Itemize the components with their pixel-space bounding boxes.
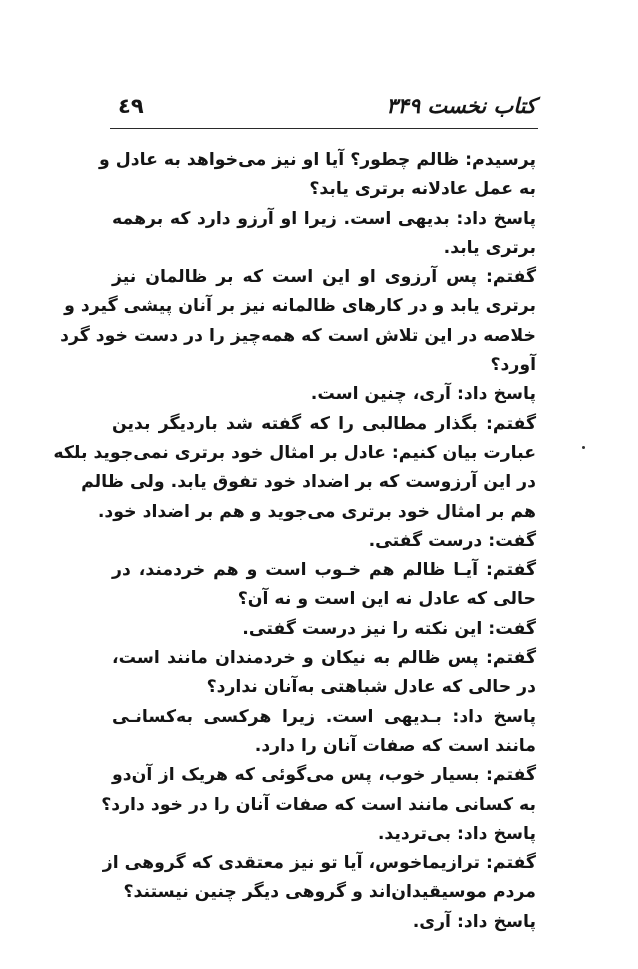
header-rule <box>110 128 538 129</box>
text-line: پاسخ داد: آری. <box>412 911 536 932</box>
text-line: گفتم: بسیار خوب، پس می‌گوئی که هریک از آن‌دو <box>112 765 536 786</box>
text-line: برتری یابد. <box>443 237 536 258</box>
text-line: گفت: این نکته را نیز درست گفتی. <box>242 618 536 639</box>
text-line: پاسخ داد: بـدیهی است. زیرا هرکسی به‌کسانـی <box>112 706 536 727</box>
text-line: خلاصه در این تلاش است که همه‌چیز را در دست خود گرد <box>60 325 536 346</box>
text-line: پاسخ داد: بدیهی است. زیرا او آرزو دارد که برهمه <box>112 208 536 229</box>
text-line: پاسخ داد: آری، چنین است. <box>310 384 536 405</box>
text-line: برتری یابد و در کارهای ظالمانه نیز بر آنان پیشی گیرد و <box>64 296 536 317</box>
text-line: به عمل عادلانه برتری یابد؟ <box>309 179 536 200</box>
text-line: گفت: درست گفتی. <box>368 530 536 551</box>
running-title: کتاب نخست ۳۴۹ <box>386 94 536 118</box>
text-line: مردم موسیقیدان‌اند و گروهی دیگر چنین نیستند؟ <box>123 882 536 903</box>
text-line: گفتم: آیـا ظالم هم خـوب است و هم خردمند، در <box>112 560 536 581</box>
text-line: عبارت بیان کنیم: عادل بر امثال خود برتری نمی‌جوید بلکه <box>53 442 536 463</box>
body-text <box>53 146 536 937</box>
text-line: حالی که عادل نه این است و نه آن؟ <box>237 589 536 610</box>
text-line: آورد؟ <box>490 355 536 376</box>
text-line: گفتم: پس ظالم به نیکان و خردمندان مانند است، <box>112 648 536 669</box>
text-line: مانند است که صفات آنان را دارد. <box>254 735 536 756</box>
text-line: گفتم: بگذار مطالبی را که گفته شد باردیگر بدین <box>112 413 536 434</box>
text-line: پاسخ داد: بی‌تردید. <box>377 823 536 844</box>
text-line: گفتم: پس آرزوی او این است که بر ظالمان نیز <box>112 267 536 288</box>
page-number: ٤٩ <box>118 94 144 118</box>
margin-mark <box>582 446 585 449</box>
text-line: هم بر امثال خود برتری می‌جوید و هم بر اضداد خود. <box>97 501 536 522</box>
text-line: به کسانی مانند است که صفات آنان را در خود دارد؟ <box>101 794 536 815</box>
text-line: پرسیدم: ظالم چطور؟ آیا او نیز می‌خواهد به عادل و <box>99 150 536 170</box>
text-line: در این آرزوست که بر اضداد خود تفوق یابد. ولی ظالم <box>81 472 536 493</box>
text-line: گفتم: ترازیماخوس، آیا تو نیز معتقدی که گروهی از <box>102 853 536 874</box>
text-line: در حالی که عادل شباهتی به‌آنان ندارد؟ <box>206 677 536 698</box>
